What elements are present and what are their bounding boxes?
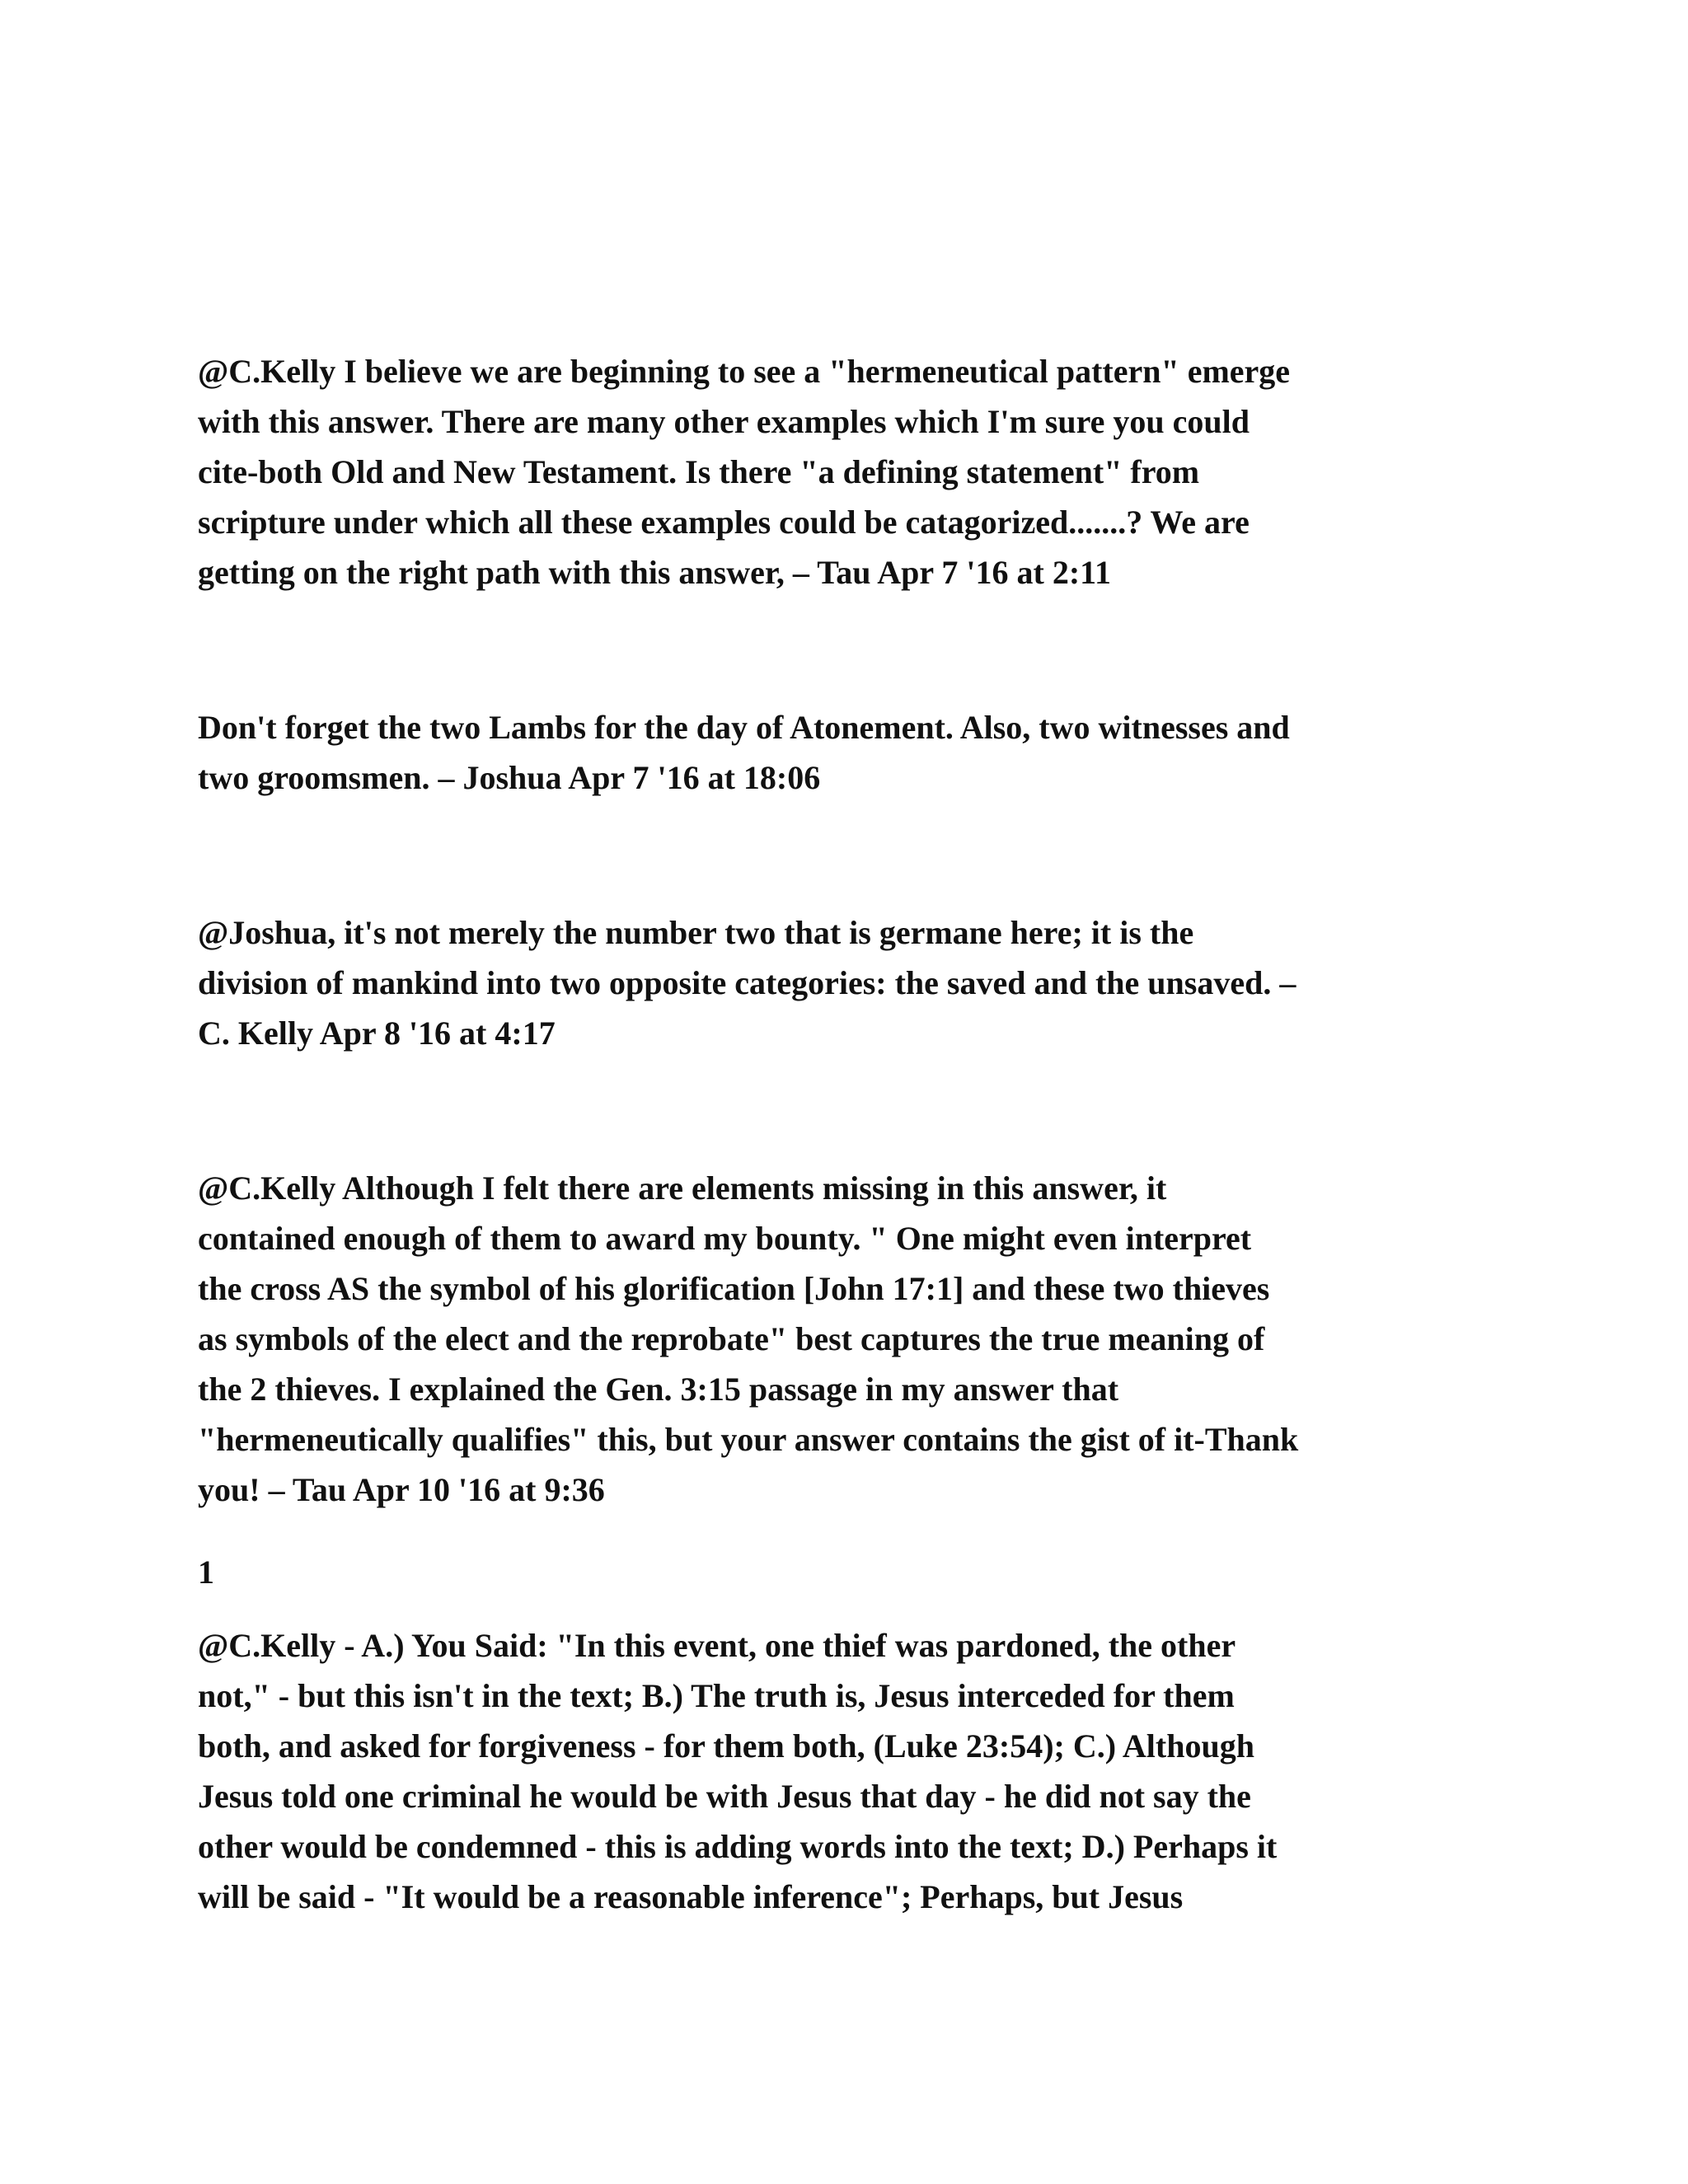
text-line: @C.Kelly I believe we are beginning to see a "hermeneutical pattern" emerge — [198, 353, 1291, 390]
text-line: you! – Tau Apr 10 '16 at 9:36 — [198, 1471, 605, 1508]
text-line: Don't forget the two Lambs for the day of Atonement. Also, two witnesses and — [198, 709, 1290, 746]
comment-joshua — [198, 702, 1492, 803]
comment-ckelly — [198, 907, 1492, 1058]
text-line: not," - but this isn't in the text; B.) The truth is, Jesus interceded for them — [198, 1677, 1235, 1714]
text-line: "hermeneutically qualifies" this, but your answer contains the gist of it-Thank — [198, 1421, 1299, 1458]
text-line: contained enough of them to award my bounty. " One might even interpret — [198, 1220, 1252, 1257]
text-line: the cross AS the symbol of his glorification [John 17:1] and these two thieves — [198, 1270, 1270, 1307]
text-line: division of mankind into two opposite categories: the saved and the unsaved. – — [198, 964, 1296, 1001]
text-line: 1 — [198, 1554, 214, 1591]
text-line: getting on the right path with this answer, – Tau Apr 7 '16 at 2:11 — [198, 554, 1111, 591]
text-line: both, and asked for forgiveness - for them both, (Luke 23:54); C.) Although — [198, 1727, 1254, 1765]
comment-vote-count — [198, 1547, 1492, 1597]
text-line: other would be condemned - this is adding words into the text; D.) Perhaps it — [198, 1828, 1278, 1865]
comment-tau-1 — [198, 346, 1492, 598]
text-line: as symbols of the elect and the reprobate" best captures the true meaning of — [198, 1320, 1265, 1357]
text-line: scripture under which all these examples could be catagorized.......? We are — [198, 504, 1250, 541]
text-line: C. Kelly Apr 8 '16 at 4:17 — [198, 1015, 556, 1052]
text-line: with this answer. There are many other examples which I'm sure you could — [198, 403, 1250, 440]
text-line: the 2 thieves. I explained the Gen. 3:15 passage in my answer that — [198, 1371, 1119, 1408]
comment-tau-2 — [198, 1163, 1492, 1515]
text-line: will be said - "It would be a reasonable inference"; Perhaps, but Jesus — [198, 1878, 1184, 1915]
text-line: cite-both Old and New Testament. Is there "a defining statement" from — [198, 453, 1200, 490]
text-line: two groomsmen. – Joshua Apr 7 '16 at 18:06 — [198, 759, 821, 796]
comment-reply — [198, 1620, 1492, 1922]
text-line: Jesus told one criminal he would be with Jesus that day - he did not say the — [198, 1778, 1251, 1815]
text-line: @C.Kelly Although I felt there are elements missing in this answer, it — [198, 1169, 1167, 1207]
text-line: @C.Kelly - A.) You Said: "In this event, one thief was pardoned, the other — [198, 1627, 1236, 1664]
text-line: @Joshua, it's not merely the number two that is germane here; it is the — [198, 914, 1194, 951]
